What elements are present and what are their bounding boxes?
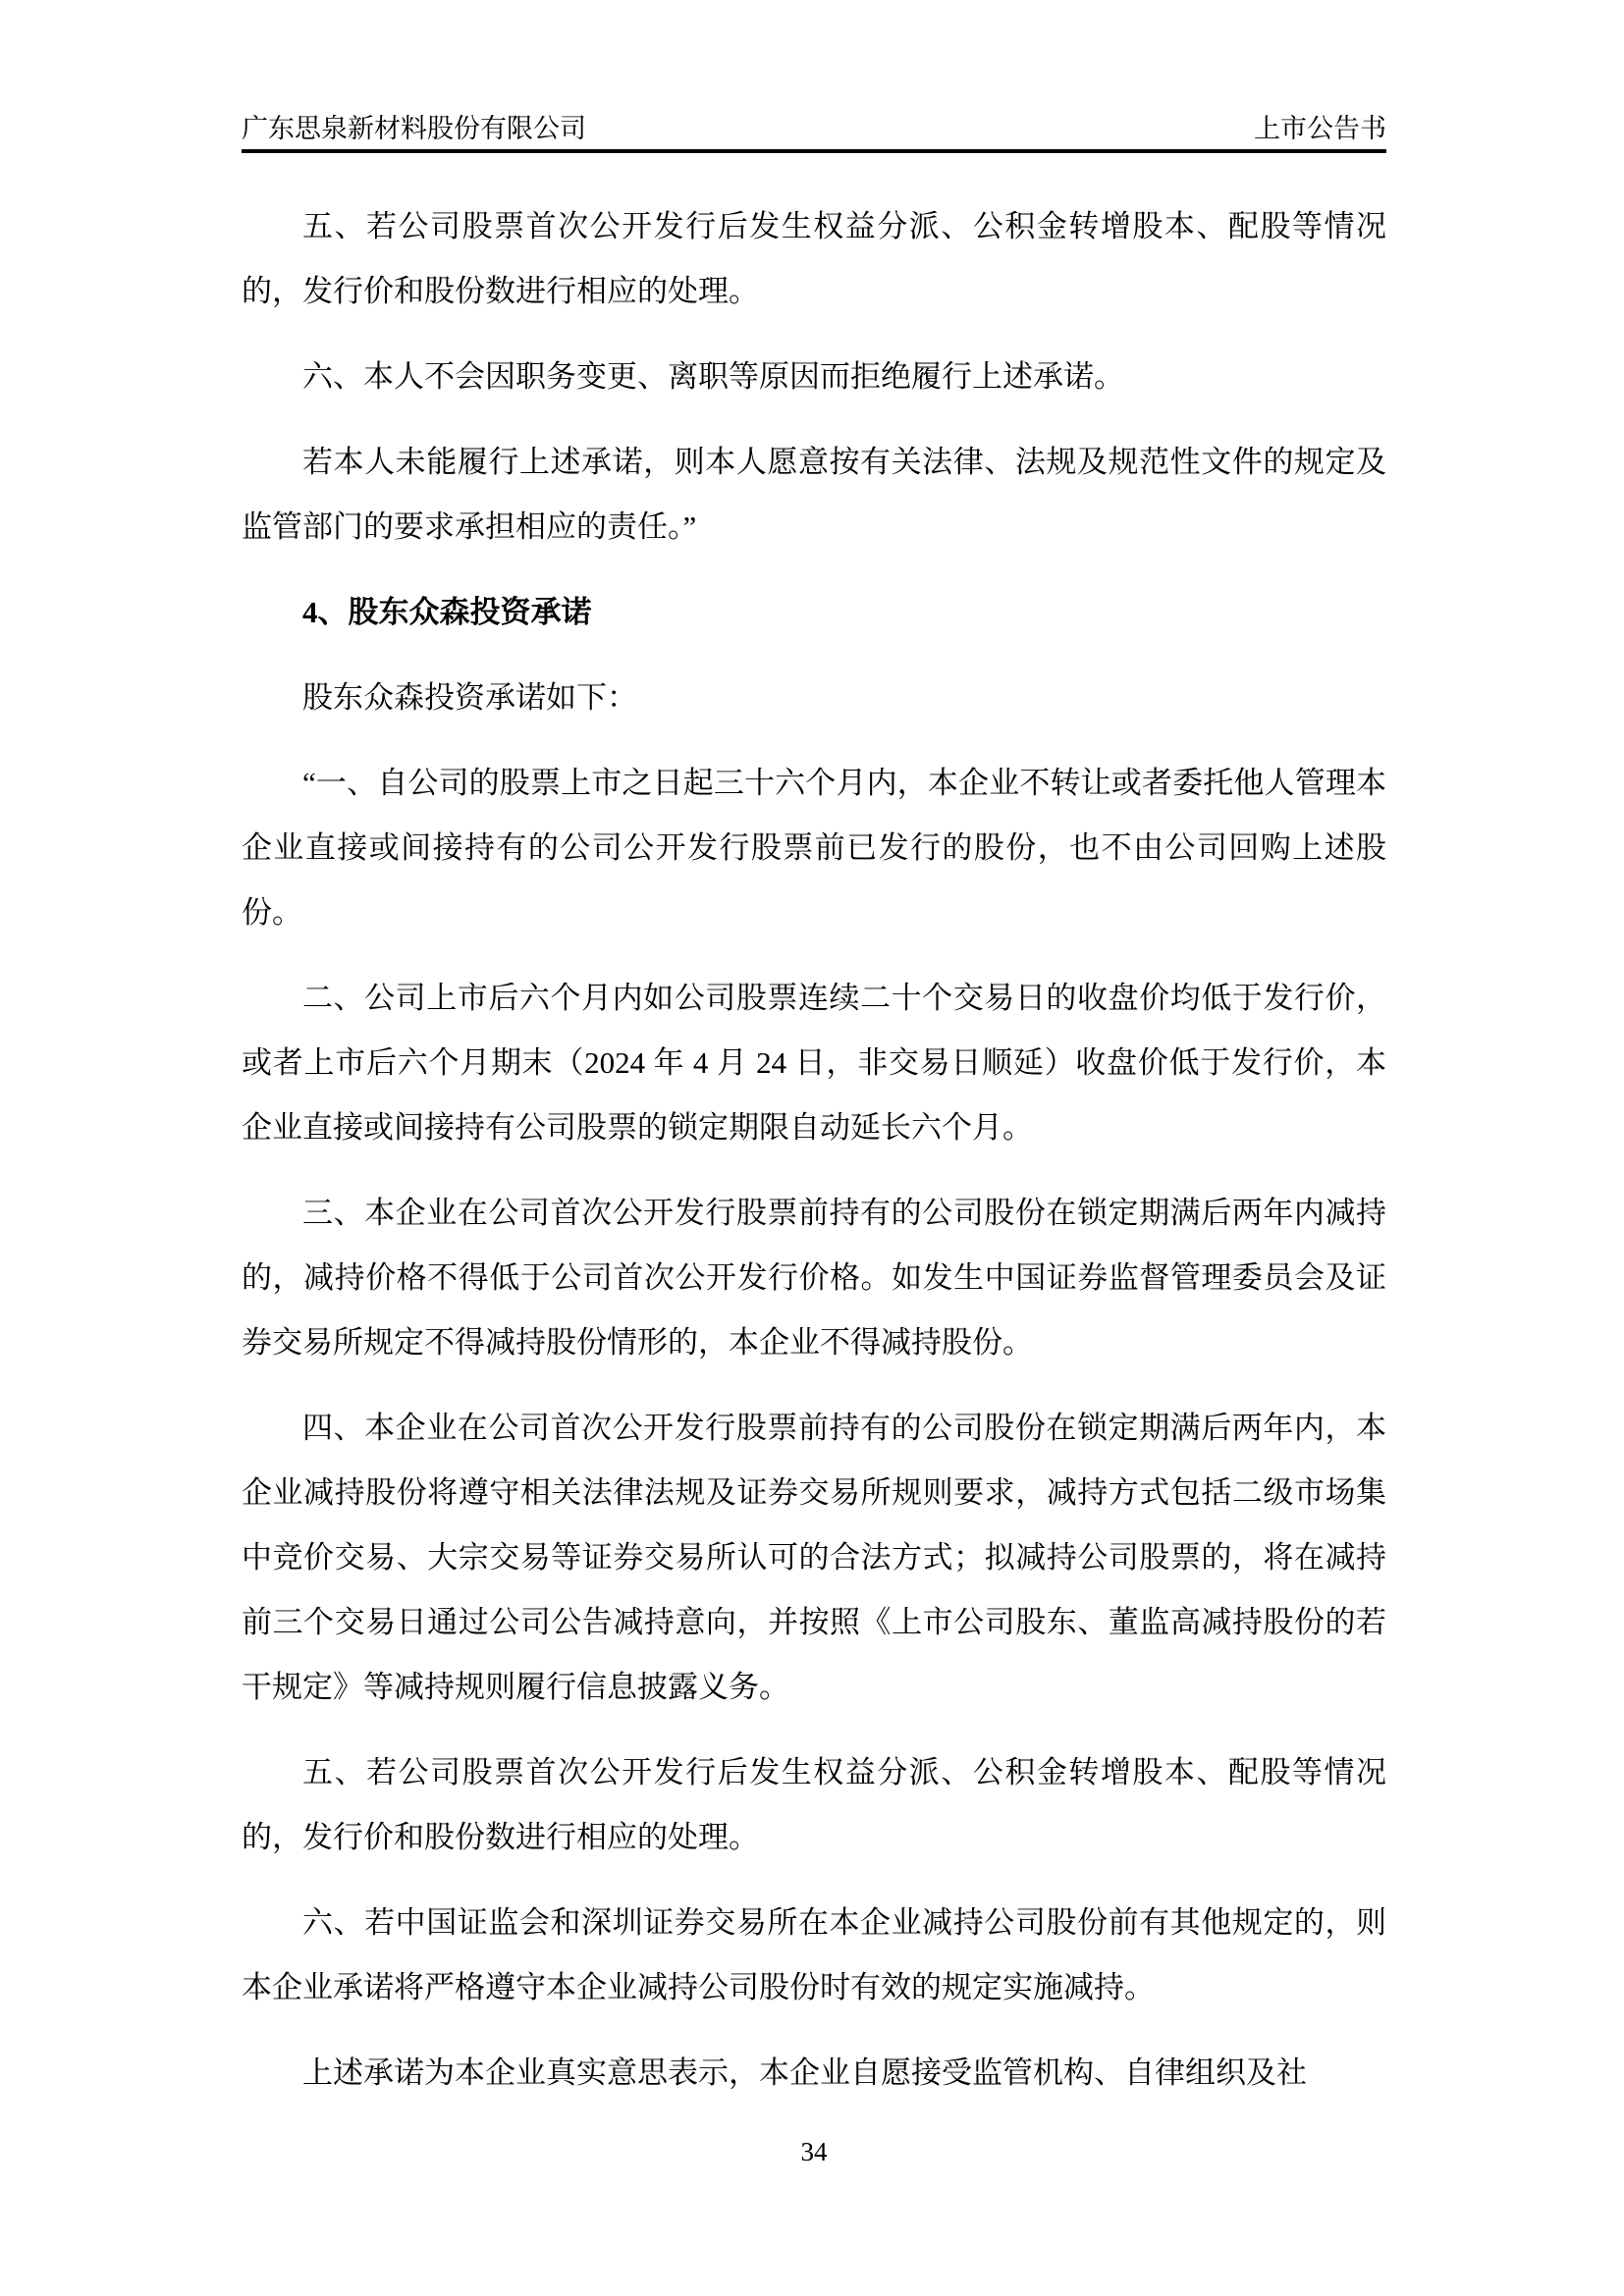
page-number: 34 <box>800 2137 828 2166</box>
section-heading-shareholder-zhongsen-commitment: 4、股东众森投资承诺 <box>302 595 592 629</box>
paragraph-closing-truthful-statement: 上述承诺为本企业真实意思表示，本企业自愿接受监管机构、自律组织及社 <box>302 2056 1307 2090</box>
page-header <box>242 114 1386 153</box>
paragraph-item5-adjustment: 五、若公司股票首次公开发行后发生权益分派、公积金转增股本、配股等情况的，发行价和股份数进行相应的处理。 <box>242 1755 1386 1854</box>
paragraph-commitment-intro: 股东众森投资承诺如下： <box>302 680 637 715</box>
header-doc-title: 上市公告书 <box>1254 114 1386 143</box>
paragraph-officer-liability: 若本人未能履行上述承诺，则本人愿意按有关法律、法规及规范性文件的规定及监管部门的要求承担相应的责任。” <box>242 445 1386 544</box>
paragraph-item4-reduction-rules: 四、本企业在公司首次公开发行股票前持有的公司股份在锁定期满后两年内，本企业减持股份将遵守相关法律法规及证券交易所规则要求，减持方式包括二级市场集中竞价交易、大宗交易等证券交易所认可的合法方式；拟减持公司股票的，将在减持前三个交易日通过公司公告减持意向，并按照《上市公司股东、董监高减持股份的若干规定》等减持规则履行信息披露义务。 <box>242 1411 1386 1704</box>
paragraph-item6-officer-no-refusal: 六、本人不会因职务变更、离职等原因而拒绝履行上述承诺。 <box>302 359 1124 394</box>
paragraph-item1-lockup-36-months: “一、自公司的股票上市之日起三十六个月内，本企业不转让或者委托他人管理本企业直接或间接持有的公司公开发行股票前已发行的股份，也不由公司回购上述股份。 <box>242 766 1386 930</box>
paragraph-item3-price-floor: 三、本企业在公司首次公开发行股票前持有的公司股份在锁定期满后两年内减持的，减持价格不得低于公司首次公开发行价格。如发生中国证券监督管理委员会及证券交易所规定不得减持股份情形的，本企业不得减持股份。 <box>242 1196 1386 1360</box>
paragraph-item6-other-regulations: 六、若中国证监会和深圳证券交易所在本企业减持公司股份前有其他规定的，则本企业承诺将严格遵守本企业减持公司股份时有效的规定实施减持。 <box>242 1905 1386 2004</box>
header-company-name: 广东思泉新材料股份有限公司 <box>242 114 586 143</box>
document-content <box>242 194 1386 2126</box>
paragraph-item5-officer-adjustment: 五、若公司股票首次公开发行后发生权益分派、公积金转增股本、配股等情况的，发行价和股份数进行相应的处理。 <box>242 209 1386 308</box>
paragraph-item2-lockup-extension: 二、公司上市后六个月内如公司股票连续二十个交易日的收盘价均低于发行价，或者上市后六个月期末（2024 年 4 月 24 日，非交易日顺延）收盘价低于发行价，本企业直接或间接持有公司股票的锁定期限自动延长六个月。 <box>242 981 1386 1145</box>
